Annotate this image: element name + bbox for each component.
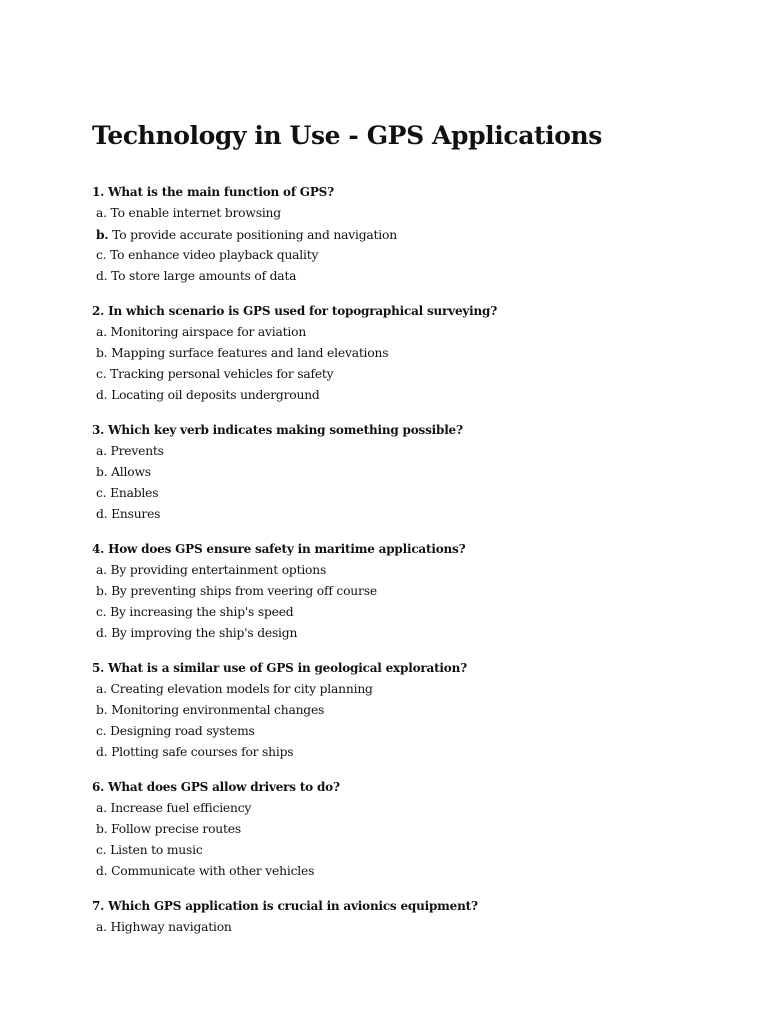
option-d	[92, 504, 712, 525]
option-text: Communicate with other vehicles	[107, 864, 315, 878]
page-title: Technology in Use - GPS Applications	[92, 121, 602, 150]
option-a	[92, 679, 712, 700]
option-letter: b.	[96, 584, 108, 598]
option-text: Monitoring airspace for aviation	[106, 325, 307, 339]
option-c	[92, 245, 712, 266]
option-letter: a.	[96, 563, 107, 577]
option-letter: c.	[96, 605, 107, 619]
option-text: Ensures	[107, 507, 161, 521]
option-b	[92, 581, 712, 602]
option-letter: a.	[96, 325, 107, 339]
option-letter: d.	[96, 626, 108, 640]
option-list	[92, 679, 712, 763]
option-text: By providing entertainment options	[106, 563, 327, 577]
option-letter: a.	[96, 801, 107, 815]
option-c	[92, 721, 712, 742]
option-text: By increasing the ship's speed	[106, 605, 294, 619]
option-list	[92, 917, 712, 938]
option-letter: b.	[96, 465, 108, 479]
option-b	[92, 224, 712, 245]
question-3	[92, 420, 712, 525]
option-list	[92, 203, 712, 287]
option-list	[92, 560, 712, 644]
option-letter: c.	[96, 367, 107, 381]
question-7	[92, 896, 712, 938]
option-letter: a.	[96, 444, 107, 458]
option-text: Monitoring environmental changes	[107, 703, 325, 717]
question-5	[92, 658, 712, 763]
question-text: 3. Which key verb indicates making something possible?	[92, 423, 463, 437]
question-2	[92, 301, 712, 406]
option-text: Plotting safe courses for ships	[107, 745, 294, 759]
option-c	[92, 840, 712, 861]
option-text: To store large amounts of data	[107, 269, 297, 283]
question-1	[92, 182, 712, 287]
option-text: Enables	[106, 486, 159, 500]
option-d	[92, 861, 712, 882]
option-letter: b.	[96, 227, 109, 242]
question-text: 4. How does GPS ensure safety in maritime applications?	[92, 542, 466, 556]
option-list	[92, 798, 712, 882]
option-text: Listen to music	[106, 843, 203, 857]
option-text: Follow precise routes	[107, 822, 241, 836]
option-d	[92, 385, 712, 406]
option-text: Tracking personal vehicles for safety	[106, 367, 334, 381]
option-b	[92, 819, 712, 840]
option-a	[92, 798, 712, 819]
option-list	[92, 441, 712, 525]
option-text: To enhance video playback quality	[106, 248, 319, 262]
option-letter: d.	[96, 388, 108, 402]
option-letter: c.	[96, 843, 107, 857]
option-c	[92, 364, 712, 385]
option-letter: d.	[96, 745, 108, 759]
option-text: Mapping surface features and land elevations	[107, 346, 389, 360]
option-letter: c.	[96, 486, 107, 500]
question-6	[92, 777, 712, 882]
option-b	[92, 462, 712, 483]
option-text: Designing road systems	[106, 724, 255, 738]
option-text: Increase fuel efficiency	[106, 801, 252, 815]
option-letter: a.	[96, 682, 107, 696]
option-letter: b.	[96, 346, 108, 360]
option-a	[92, 203, 712, 224]
option-text: By improving the ship's design	[107, 626, 298, 640]
option-letter: a.	[96, 920, 107, 934]
question-text: 5. What is a similar use of GPS in geological exploration?	[92, 661, 467, 675]
option-letter: c.	[96, 248, 107, 262]
document-page	[92, 114, 712, 938]
question-text: 6. What does GPS allow drivers to do?	[92, 780, 340, 794]
option-a	[92, 917, 712, 938]
option-a	[92, 322, 712, 343]
option-text: Highway navigation	[106, 920, 232, 934]
option-letter: d.	[96, 864, 108, 878]
option-letter: a.	[96, 206, 107, 220]
option-letter: b.	[96, 703, 108, 717]
question-text: 1. What is the main function of GPS?	[92, 185, 334, 199]
option-text: By preventing ships from veering off course	[107, 584, 377, 598]
option-letter: b.	[96, 822, 108, 836]
option-list	[92, 322, 712, 406]
question-text: 2. In which scenario is GPS used for topographical surveying?	[92, 304, 498, 318]
option-a	[92, 560, 712, 581]
option-b	[92, 343, 712, 364]
option-d	[92, 266, 712, 287]
option-letter: d.	[96, 507, 108, 521]
option-text: Prevents	[106, 444, 164, 458]
option-text: To enable internet browsing	[106, 206, 281, 220]
option-a	[92, 441, 712, 462]
option-d	[92, 742, 712, 763]
option-text: Locating oil deposits underground	[107, 388, 320, 402]
option-letter: c.	[96, 724, 107, 738]
option-text: Creating elevation models for city planning	[106, 682, 373, 696]
option-text: To provide accurate positioning and navigation	[108, 228, 397, 242]
option-c	[92, 602, 712, 623]
option-c	[92, 483, 712, 504]
option-text: Allows	[107, 465, 151, 479]
question-text: 7. Which GPS application is crucial in avionics equipment?	[92, 899, 478, 913]
option-letter: d.	[96, 269, 108, 283]
question-4	[92, 539, 712, 644]
option-d	[92, 623, 712, 644]
option-b	[92, 700, 712, 721]
